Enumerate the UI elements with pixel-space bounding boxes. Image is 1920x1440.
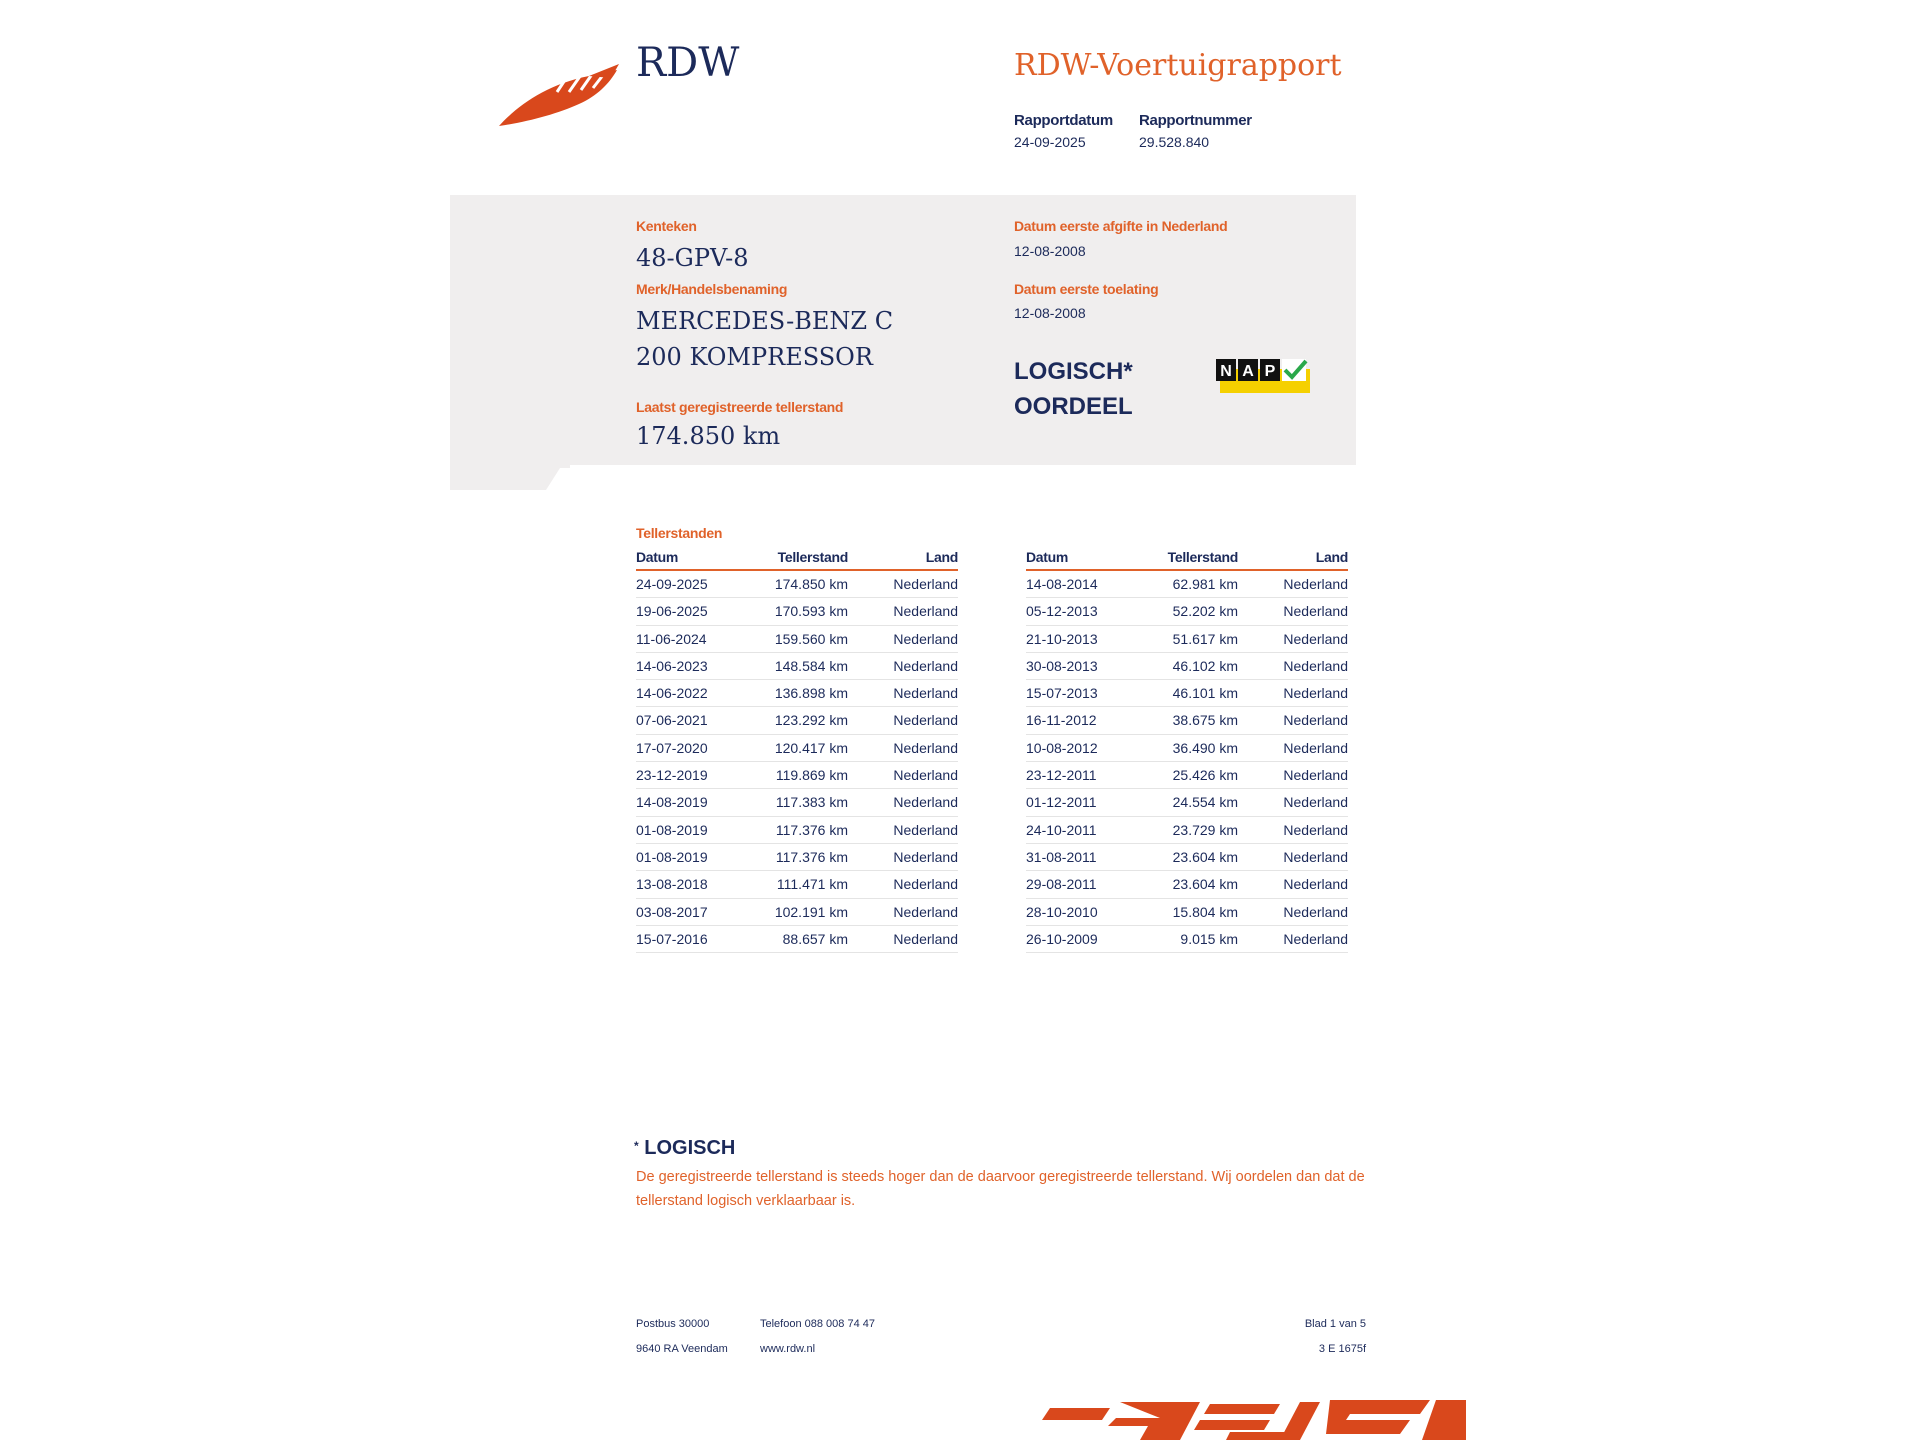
first-issue-nl-value: 12-08-2008 bbox=[1014, 243, 1086, 259]
table-row bbox=[636, 735, 958, 762]
cell-date: 14-06-2022 bbox=[636, 685, 708, 702]
table-row bbox=[1026, 571, 1348, 598]
cell-date: 17-07-2020 bbox=[636, 739, 708, 756]
cell-land: Nederland bbox=[1283, 685, 1348, 702]
cell-date: 24-09-2025 bbox=[636, 576, 708, 592]
table-row bbox=[636, 571, 958, 598]
table-row bbox=[1026, 626, 1348, 653]
merk-label: Merk/Handelsbenaming bbox=[636, 281, 788, 297]
cell-land: Nederland bbox=[893, 821, 958, 838]
cell-teller: 51.617 km bbox=[1172, 630, 1238, 647]
table-row bbox=[1026, 844, 1348, 871]
cell-land: Nederland bbox=[1283, 848, 1348, 865]
cell-date: 14-08-2019 bbox=[636, 794, 708, 811]
table-row bbox=[636, 707, 958, 734]
panel-tail-decoration bbox=[450, 462, 570, 492]
cell-land: Nederland bbox=[1283, 794, 1348, 811]
merk-value-line2: 200 KOMPRESSOR bbox=[636, 343, 873, 371]
table-row bbox=[1026, 707, 1348, 734]
cell-date: 13-08-2018 bbox=[636, 876, 708, 893]
cell-teller: 36.490 km bbox=[1172, 739, 1238, 756]
cell-date: 21-10-2013 bbox=[1026, 630, 1098, 647]
nap-letter-a: A bbox=[1242, 363, 1254, 380]
verdict-line2: OORDEEL bbox=[1014, 393, 1133, 420]
table-row bbox=[636, 817, 958, 844]
table-row bbox=[1026, 871, 1348, 898]
cell-teller: 25.426 km bbox=[1172, 767, 1238, 784]
table-row bbox=[636, 844, 958, 871]
table-row bbox=[636, 598, 958, 625]
cell-date: 28-10-2010 bbox=[1026, 903, 1098, 920]
cell-date: 01-08-2019 bbox=[636, 821, 708, 838]
table-row bbox=[636, 653, 958, 680]
col-land-header: Land bbox=[925, 549, 958, 565]
col-land-header: Land bbox=[1315, 549, 1348, 565]
cell-teller: 24.554 km bbox=[1172, 794, 1238, 811]
vehicle-summary-panel bbox=[450, 195, 1356, 465]
cell-land: Nederland bbox=[1283, 576, 1348, 592]
cell-teller: 15.804 km bbox=[1172, 903, 1238, 920]
report-number-label: Rapportnummer bbox=[1139, 112, 1252, 129]
cell-teller: 38.675 km bbox=[1172, 712, 1238, 729]
cell-date: 14-08-2014 bbox=[1026, 576, 1098, 592]
footer-city: 9640 RA Veendam bbox=[636, 1343, 728, 1355]
cell-land: Nederland bbox=[893, 848, 958, 865]
footer-page-number: Blad 1 van 5 bbox=[1304, 1318, 1366, 1330]
brand-name: RDW bbox=[636, 40, 740, 86]
cell-land: Nederland bbox=[893, 712, 958, 729]
nap-letter-n: N bbox=[1220, 363, 1232, 380]
col-date-header: Datum bbox=[636, 549, 679, 565]
cell-teller: 46.101 km bbox=[1172, 685, 1238, 702]
cell-land: Nederland bbox=[893, 657, 958, 674]
rdw-stripes-decoration bbox=[1030, 1396, 1466, 1440]
cell-date: 01-12-2011 bbox=[1026, 794, 1097, 811]
cell-land: Nederland bbox=[893, 876, 958, 893]
tellerstanden-title: Tellerstanden bbox=[636, 525, 723, 541]
cell-teller: 52.202 km bbox=[1172, 603, 1238, 620]
footer-code: 3 E 1675f bbox=[1318, 1343, 1366, 1355]
col-teller-header: Tellerstand bbox=[777, 549, 848, 565]
cell-date: 16-11-2012 bbox=[1026, 712, 1097, 729]
cell-land: Nederland bbox=[893, 576, 958, 592]
cell-teller: 88.657 km bbox=[782, 930, 848, 947]
cell-land: Nederland bbox=[893, 794, 958, 811]
cell-teller: 148.584 km bbox=[774, 657, 848, 674]
cell-land: Nederland bbox=[893, 930, 958, 947]
cell-date: 14-06-2023 bbox=[636, 657, 708, 674]
cell-land: Nederland bbox=[1283, 821, 1348, 838]
cell-date: 01-08-2019 bbox=[636, 848, 708, 865]
table-row bbox=[1026, 899, 1348, 926]
cell-land: Nederland bbox=[893, 767, 958, 784]
kenteken-value: 48-GPV-8 bbox=[636, 244, 749, 272]
cell-date: 30-08-2013 bbox=[1026, 657, 1098, 674]
table-header bbox=[1026, 549, 1348, 571]
cell-date: 31-08-2011 bbox=[1026, 848, 1097, 865]
table-header bbox=[636, 549, 958, 571]
table-row bbox=[636, 926, 958, 953]
col-date-header: Datum bbox=[1026, 549, 1069, 565]
cell-date: 19-06-2025 bbox=[636, 603, 708, 620]
table-row bbox=[1026, 680, 1348, 707]
cell-date: 07-06-2021 bbox=[636, 712, 708, 729]
report-date-value: 24-09-2025 bbox=[1014, 134, 1086, 150]
cell-teller: 170.593 km bbox=[774, 603, 848, 620]
table-body bbox=[636, 571, 958, 953]
cell-land: Nederland bbox=[1283, 657, 1348, 674]
cell-date: 05-12-2013 bbox=[1026, 603, 1098, 620]
table-row bbox=[636, 789, 958, 816]
cell-teller: 23.604 km bbox=[1172, 876, 1238, 893]
cell-land: Nederland bbox=[1283, 930, 1348, 947]
cell-teller: 123.292 km bbox=[774, 712, 848, 729]
cell-land: Nederland bbox=[1283, 603, 1348, 620]
cell-land: Nederland bbox=[893, 630, 958, 647]
report-title: RDW-Voertuigrapport bbox=[1014, 48, 1342, 83]
cell-date: 23-12-2019 bbox=[636, 767, 708, 784]
footer-telefoon: Telefoon 088 008 74 47 bbox=[760, 1318, 875, 1330]
footnote-title bbox=[634, 1137, 735, 1160]
cell-teller: 119.869 km bbox=[775, 767, 848, 784]
cell-land: Nederland bbox=[893, 739, 958, 756]
table-row bbox=[636, 899, 958, 926]
cell-land: Nederland bbox=[1283, 739, 1348, 756]
cell-land: Nederland bbox=[893, 903, 958, 920]
table-row bbox=[1026, 926, 1348, 953]
first-admission-label: Datum eerste toelating bbox=[1014, 281, 1159, 297]
cell-land: Nederland bbox=[1283, 903, 1348, 920]
cell-teller: 23.604 km bbox=[1172, 848, 1238, 865]
footnote-text: De geregistreerde tellerstand is steeds hoger dan de daarvoor geregistreerde tellerstand. Wij oordelen dan dat de tellerstand logisch verklaarbaar is. bbox=[636, 1169, 1365, 1209]
table-row bbox=[636, 871, 958, 898]
footnote-title-text: LOGISCH bbox=[644, 1137, 736, 1159]
kenteken-label: Kenteken bbox=[636, 218, 697, 234]
cell-land: Nederland bbox=[893, 685, 958, 702]
cell-date: 26-10-2009 bbox=[1026, 930, 1098, 947]
first-issue-nl-label: Datum eerste afgifte in Nederland bbox=[1014, 218, 1228, 234]
table-row bbox=[636, 626, 958, 653]
cell-teller: 174.850 km bbox=[774, 576, 848, 592]
last-odometer-value: 174.850 km bbox=[636, 422, 781, 450]
nap-check-icon bbox=[1214, 355, 1314, 395]
cell-teller: 159.560 km bbox=[774, 630, 848, 647]
cell-date: 24-10-2011 bbox=[1026, 821, 1097, 838]
cell-land: Nederland bbox=[1283, 767, 1348, 784]
first-admission-value: 12-08-2008 bbox=[1014, 305, 1086, 321]
merk-value-line1: MERCEDES-BENZ C bbox=[636, 307, 894, 335]
cell-land: Nederland bbox=[1283, 712, 1348, 729]
cell-land: Nederland bbox=[1283, 876, 1348, 893]
table-row bbox=[1026, 789, 1348, 816]
rdw-feather-logo-icon bbox=[497, 62, 623, 128]
cell-teller: 23.729 km bbox=[1172, 821, 1238, 838]
cell-teller: 111.471 km bbox=[776, 876, 848, 893]
table-row bbox=[636, 762, 958, 789]
cell-teller: 46.102 km bbox=[1172, 657, 1238, 674]
odometer-table-left bbox=[636, 549, 958, 953]
cell-teller: 117.383 km bbox=[775, 794, 848, 811]
table-row bbox=[1026, 598, 1348, 625]
cell-teller: 117.376 km bbox=[775, 821, 848, 838]
report-number-value: 29.528.840 bbox=[1139, 134, 1210, 150]
table-row bbox=[1026, 735, 1348, 762]
cell-land: Nederland bbox=[1283, 630, 1348, 647]
cell-teller: 9.015 km bbox=[1180, 930, 1238, 947]
cell-date: 11-06-2024 bbox=[636, 630, 707, 647]
cell-teller: 136.898 km bbox=[774, 685, 848, 702]
table-body bbox=[1026, 571, 1348, 953]
footer-postbus: Postbus 30000 bbox=[636, 1318, 710, 1330]
table-row bbox=[1026, 653, 1348, 680]
table-row bbox=[1026, 817, 1348, 844]
cell-date: 10-08-2012 bbox=[1026, 739, 1098, 756]
cell-teller: 102.191 km bbox=[774, 903, 848, 920]
cell-land: Nederland bbox=[893, 603, 958, 620]
footnote-star: * bbox=[634, 1139, 639, 1153]
table-row bbox=[1026, 762, 1348, 789]
col-teller-header: Tellerstand bbox=[1167, 549, 1238, 565]
cell-teller: 120.417 km bbox=[774, 739, 848, 756]
cell-date: 23-12-2011 bbox=[1026, 767, 1097, 784]
nap-letter-p: P bbox=[1264, 363, 1276, 380]
last-odometer-label: Laatst geregistreerde tellerstand bbox=[636, 399, 844, 415]
cell-date: 15-07-2013 bbox=[1026, 685, 1098, 702]
cell-teller: 117.376 km bbox=[775, 848, 848, 865]
cell-date: 15-07-2016 bbox=[636, 930, 708, 947]
cell-date: 03-08-2017 bbox=[636, 903, 708, 920]
verdict-line1: LOGISCH* bbox=[1014, 358, 1133, 385]
cell-teller: 62.981 km bbox=[1172, 576, 1238, 592]
table-row bbox=[636, 680, 958, 707]
footer-website-link[interactable]: www.rdw.nl bbox=[760, 1343, 816, 1355]
report-date-label: Rapportdatum bbox=[1014, 112, 1113, 129]
cell-date: 29-08-2011 bbox=[1026, 876, 1097, 893]
odometer-table-right bbox=[1026, 549, 1348, 953]
